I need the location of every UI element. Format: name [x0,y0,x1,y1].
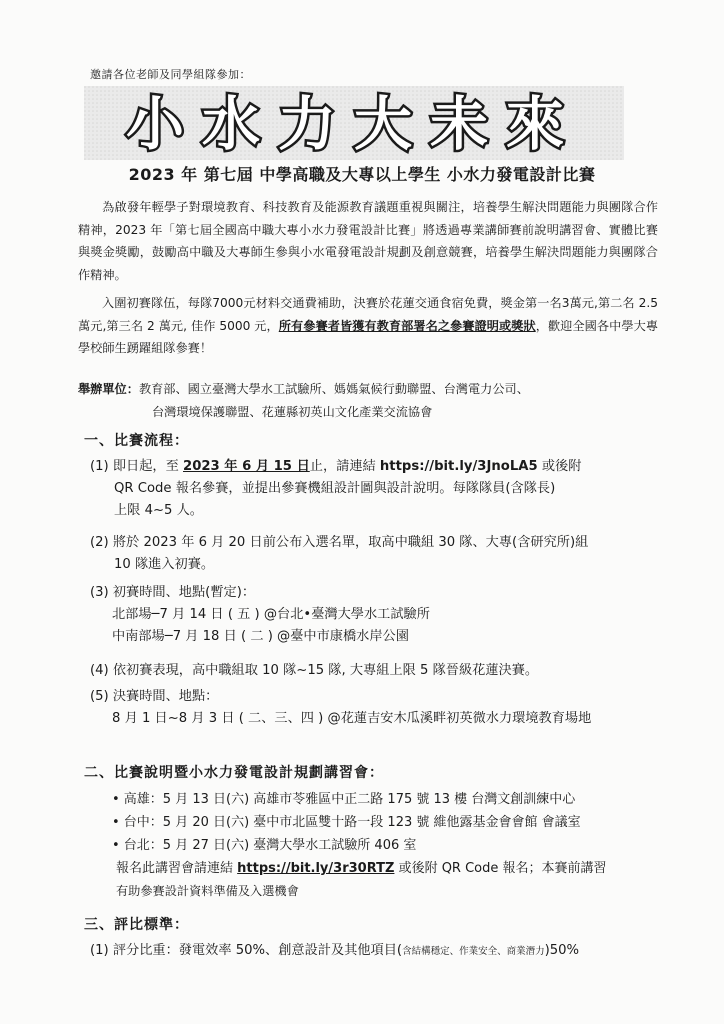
prize-welcome: ，歡迎全國各中學大專學校師生踴躍組隊參賽！ [78,318,659,355]
section1-title: 一、比賽流程： [84,433,189,449]
item5-line1: (5) 決賽時間、地點： [90,689,219,704]
workshop-list [112,788,672,902]
svg-text:小水力大未來: 小水力大未來 [125,90,583,158]
workshop-note-line2: 有助參賽設計資料準備及入選機會 [116,884,299,898]
section2-title: 二、比賽說明暨小水力發電設計規劃講習會： [84,765,384,781]
organizers-label: 舉辦單位： [78,382,139,396]
invite-line: 邀請各位老師及同學組隊參加： [90,68,251,81]
workshop-note-suffix: 或後附 QR Code 報名；本賽前講習 [394,861,607,876]
page-title: 2023 年 第七屆 中學高職及大專以上學生 小水力發電設計比賽 [128,165,596,184]
section1-item1 [90,456,670,522]
item1-mid: 止，請連結 [309,459,380,474]
logo-graphic [84,86,624,160]
prize-paragraph [78,292,658,360]
organizers-line2: 台灣環境保護聯盟、花蓮縣初英山文化產業交流協會 [152,404,433,419]
organizers-line1: 教育部、國立臺灣大學水工試驗所、媽媽氣候行動聯盟、台灣電力公司、 [138,382,529,396]
deadline-date: 2023 年 6 月 15 日 [183,459,310,474]
workshop-note-prefix: 報名此講習會請連結 [116,861,238,876]
final-session: 8 月 1 日~8 月 3 日 ( 二、三、四 ) @花蓮吉安木瓜溪畔初英微水力環境教育場地 [112,711,592,726]
item2-line2: 10 隊進入初賽。 [114,557,215,572]
workshop-kaohsiung: • 高雄：5 月 13 日(六) 高雄市苓雅區中正二路 175 號 13 樓 台灣文創訓練中心 [112,792,576,807]
workshop-link[interactable]: https://bit.ly/3r30RTZ [237,861,395,876]
intro-paragraph [78,196,658,286]
certificate-note: 所有參賽者皆獲有教育部署名之參賽證明或獎狀 [278,318,536,333]
scoring-details: 含結構穩定、作業安全、商業潛力 [402,946,545,957]
item1-prefix: (1) 即日起，至 [90,459,184,474]
section1-item4: (4) 依初賽表現，高中職組取 10 隊~15 隊, 大專組上限 5 隊晉級花蓮決賽。 [90,663,539,678]
scoring-suffix: )50% [544,943,580,958]
event-logo [84,86,624,160]
section1-item3 [90,582,670,648]
scoring-prefix: (1) 評分比重：發電效率 50%、創意設計及其他項目( [90,943,403,958]
intro-text: 為啟發年輕學子對環境教育、科技教育及能源教育議題重視與關注，培養學生解決問題能力與團隊合作精神，2023 年「第七屆全國高中職大專小水力發電設計比賽」將透過專業講師賽前說明講習會、實體比賽與獎金獎勵，鼓勵高中職及大專師生參與小水電發電設計規劃及創意競賽，培養學生解決問題能力與團隊合作精神。 [78,200,658,282]
item1-line2: QR Code 報名參賽，並提出參賽機組設計圖與設計說明。每隊隊員(含隊長) [114,481,556,496]
item3-line1: (3) 初賽時間、地點(暫定)： [90,585,256,600]
organizers [78,378,678,423]
workshop-taichung: • 台中：5 月 20 日(六) 臺中市北區雙十路一段 123 號 維他露基金會會館 會議室 [112,815,581,830]
workshop-taipei: • 台北：5 月 27 日(六) 臺灣大學水工試驗所 406 室 [112,838,417,853]
central-south-session: 中南部場─7 月 18 日 ( 二 ) @臺中市康橋水岸公園 [112,629,409,644]
prize-text: 入圍初賽隊伍，每隊7000元材料交通費補助，決賽於花蓮交通食宿免費，獎金第一名3萬元,第二名 2.5 萬元,第三名 2 萬元, 佳作 5000 元， [78,296,658,333]
section1-item5 [90,686,670,730]
section3-item1 [90,940,670,963]
item2-line1: (2) 將於 2023 年 6 月 20 日前公布入選名單，取高中職組 30 隊、大專(含研究所)組 [90,535,589,550]
section1-item2 [90,532,670,576]
item1-suffix: 或後附 [537,459,582,474]
section3-title: 三、評比標準： [84,917,189,933]
item1-line3: 上限 4~5 人。 [114,503,203,518]
north-session: 北部場─7 月 14 日 ( 五 ) @台北•臺灣大學水工試驗所 [112,607,430,622]
registration-link[interactable]: https://bit.ly/3JnoLA5 [379,459,538,474]
